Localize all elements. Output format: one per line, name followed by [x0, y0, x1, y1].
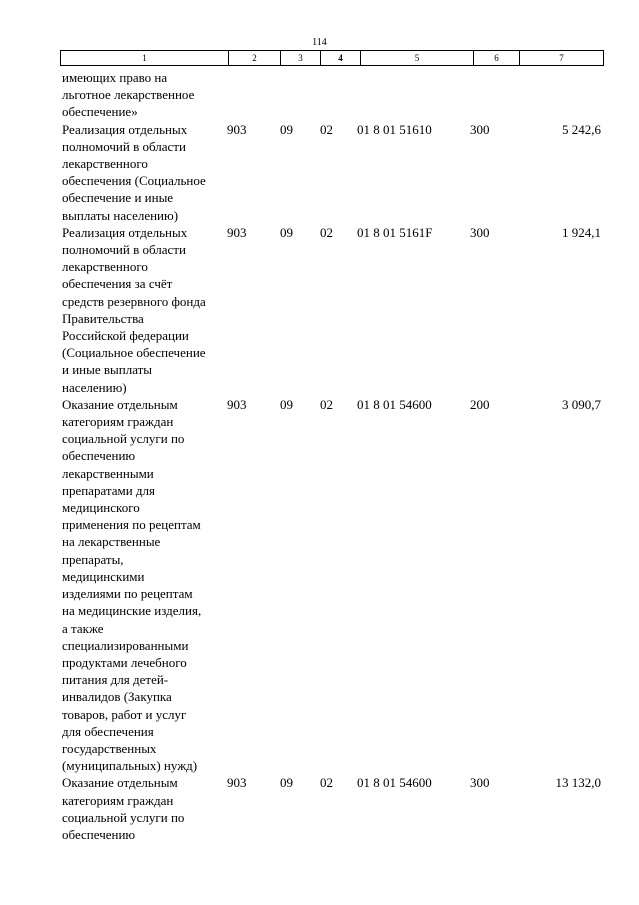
row-amount: 13 132,0 [555, 775, 601, 791]
row-target-article: 01 8 01 5161F [357, 224, 433, 240]
row-description [62, 396, 234, 774]
description-line: льготное лекарственное [62, 87, 195, 103]
description-line: полномочий в области [62, 138, 186, 154]
table-row [0, 224, 639, 396]
description-line: социальной услуги по [62, 809, 185, 825]
row-ministry-code: 903 [227, 121, 247, 137]
description-line: Правительства [62, 310, 144, 326]
row-expense-type: 300 [470, 121, 490, 137]
description-line: инвалидов (Закупка [62, 689, 172, 705]
description-line: населению) [62, 379, 127, 395]
row-subsection-code: 02 [320, 396, 333, 412]
row-section-code: 09 [280, 121, 293, 137]
description-line: обеспечение» [62, 104, 138, 120]
description-line: Реализация отдельных [62, 121, 188, 137]
description-line: категориям граждан [62, 792, 174, 808]
column-header-table [60, 50, 604, 66]
row-subsection-code: 02 [320, 775, 333, 791]
description-line: медицинскими [62, 568, 145, 584]
description-line: обеспечение и иные [62, 190, 174, 206]
column-header-3: 3 [281, 51, 321, 66]
description-line: препараты, [62, 551, 124, 567]
description-line: средств резервного фонда [62, 293, 206, 309]
column-header-4: 4 [321, 51, 361, 66]
row-section-code: 09 [280, 396, 293, 412]
description-line: препаратами для [62, 482, 156, 498]
row-ministry-code: 903 [227, 775, 247, 791]
row-subsection-code: 02 [320, 121, 333, 137]
row-amount: 5 242,6 [562, 121, 601, 137]
row-target-article: 01 8 01 54600 [357, 775, 432, 791]
row-description [62, 224, 234, 396]
column-header-6: 6 [474, 51, 520, 66]
description-line: обеспечения за счёт [62, 276, 173, 292]
row-target-article: 01 8 01 51610 [357, 121, 432, 137]
row-subsection-code: 02 [320, 224, 333, 240]
row-target-article: 01 8 01 54600 [357, 396, 432, 412]
column-header-1: 1 [61, 51, 229, 66]
table-row [0, 774, 639, 843]
table-row [0, 396, 639, 774]
row-description [62, 774, 234, 843]
description-line: социальной услуги по [62, 431, 185, 447]
row-description [62, 69, 234, 121]
description-line: лекарственного [62, 156, 148, 172]
description-line: обеспечения (Социальное [62, 173, 206, 189]
table-body [0, 69, 639, 843]
row-expense-type: 200 [470, 396, 490, 412]
description-line: обеспечению [62, 448, 136, 464]
column-header-row [61, 51, 604, 66]
description-line: Российской федерации [62, 328, 189, 344]
description-line: на медицинские изделия, [62, 603, 202, 619]
description-line: государственных [62, 740, 157, 756]
row-ministry-code: 903 [227, 224, 247, 240]
description-line: медицинского [62, 500, 140, 516]
column-header-5: 5 [361, 51, 474, 66]
row-ministry-code: 903 [227, 396, 247, 412]
description-line: для обеспечения [62, 723, 154, 739]
description-line: на лекарственные [62, 534, 161, 550]
column-header-2: 2 [229, 51, 281, 66]
row-amount: 3 090,7 [562, 396, 601, 412]
description-line: изделиями по рецептам [62, 586, 193, 602]
description-line: лекарственного [62, 259, 148, 275]
description-line: выплаты населению) [62, 207, 179, 223]
description-line: лекарственными [62, 465, 154, 481]
row-section-code: 09 [280, 224, 293, 240]
table-row [0, 121, 639, 224]
row-expense-type: 300 [470, 775, 490, 791]
row-section-code: 09 [280, 775, 293, 791]
description-line: Оказание отдельным [62, 775, 178, 791]
description-line: применения по рецептам [62, 517, 201, 533]
description-line: (Социальное обеспечение [62, 345, 206, 361]
description-line: продуктами лечебного [62, 654, 187, 670]
row-expense-type: 300 [470, 224, 490, 240]
description-line: Оказание отдельным [62, 396, 178, 412]
description-line: питания для детей- [62, 672, 169, 688]
row-description [62, 121, 234, 224]
row-amount: 1 924,1 [562, 224, 601, 240]
description-line: категориям граждан [62, 414, 174, 430]
table-row [0, 69, 639, 121]
description-line: (муниципальных) нужд) [62, 758, 198, 774]
description-line: и иные выплаты [62, 362, 153, 378]
page-number: 114 [312, 37, 327, 48]
description-line: Реализация отдельных [62, 224, 188, 240]
description-line: товаров, работ и услуг [62, 706, 187, 722]
description-line: имеющих право на [62, 70, 168, 85]
column-header-7: 7 [520, 51, 604, 66]
description-line: полномочий в области [62, 242, 186, 258]
description-line: специализированными [62, 637, 189, 653]
description-line: а также [62, 620, 104, 636]
description-line: обеспечению [62, 826, 136, 842]
